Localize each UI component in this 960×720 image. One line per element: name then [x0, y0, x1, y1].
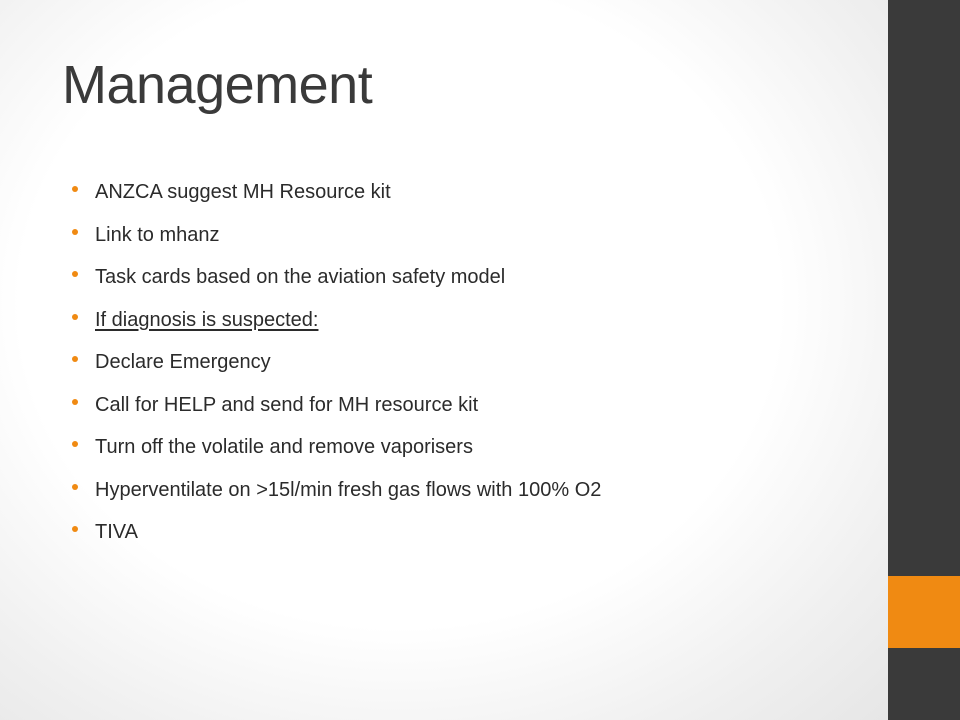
bullet-item — [70, 346, 601, 389]
decorative-accent-block — [888, 576, 960, 648]
bullet-item — [70, 431, 601, 474]
bullet-text: ANZCA suggest MH Resource kit — [95, 181, 391, 203]
bullet-item — [70, 389, 601, 432]
bullet-icon — [72, 441, 78, 447]
bullet-icon — [72, 271, 78, 277]
bullet-item — [70, 516, 601, 559]
bullet-icon — [72, 399, 78, 405]
bullet-text: Link to mhanz — [95, 223, 220, 246]
bullet-text: Hyperventilate on >15l/min fresh gas flows with 100% O2 — [95, 478, 602, 501]
bullet-item — [70, 219, 601, 262]
bullet-text: Task cards based on the aviation safety model — [95, 266, 506, 288]
bullet-text: Turn off the volatile and remove vaporisers — [95, 436, 473, 458]
bullet-item — [70, 176, 601, 219]
bullet-icon — [72, 356, 78, 362]
bullet-list — [70, 176, 601, 559]
bullet-icon — [72, 186, 78, 192]
bullet-item — [70, 261, 601, 304]
bullet-icon — [72, 229, 78, 235]
bullet-icon — [72, 314, 78, 320]
bullet-item — [70, 474, 601, 517]
bullet-item — [70, 304, 601, 347]
slide-title: Management — [62, 55, 373, 115]
bullet-icon — [72, 526, 78, 532]
bullet-icon — [72, 484, 78, 490]
bullet-text: If diagnosis is suspected: — [95, 308, 319, 331]
bullet-text: TIVA — [95, 521, 138, 543]
bullet-text: Declare Emergency — [95, 351, 271, 373]
bullet-text: Call for HELP and send for MH resource kit — [95, 393, 479, 416]
